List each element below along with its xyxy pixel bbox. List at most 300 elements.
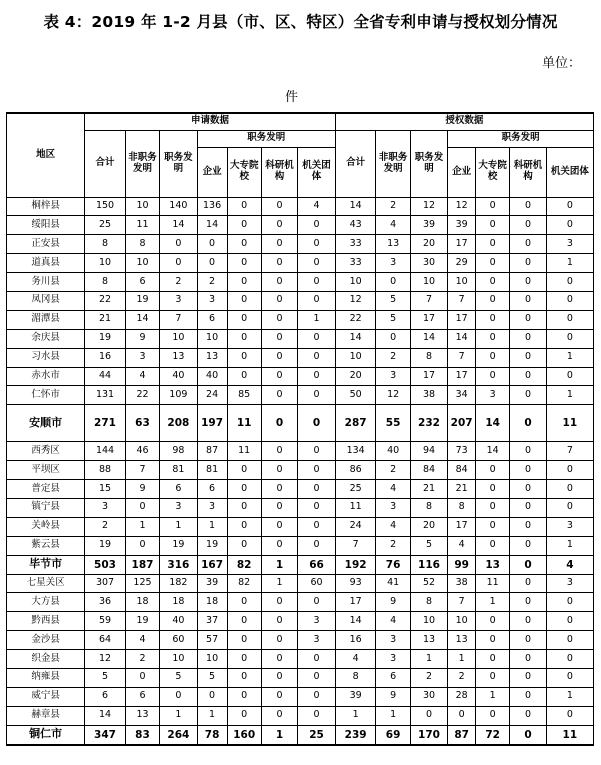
table-cell: 0 xyxy=(227,310,261,329)
table-cell: 7 xyxy=(448,291,476,310)
table-cell: 85 xyxy=(227,386,261,405)
table-cell: 14 xyxy=(448,329,476,348)
table-cell: 0 xyxy=(510,725,546,744)
table-cell: 11 xyxy=(476,574,510,593)
table-cell: 131 xyxy=(85,386,126,405)
table-cell: 0 xyxy=(261,405,297,442)
table-cell: 3 xyxy=(298,612,336,631)
table-cell: 14 xyxy=(197,216,227,235)
table-cell: 0 xyxy=(298,329,336,348)
table-cell: 0 xyxy=(510,555,546,574)
table-cell: 0 xyxy=(298,216,336,235)
region-name: 大方县 xyxy=(7,593,85,612)
table-cell: 0 xyxy=(298,405,336,442)
table-cell: 0 xyxy=(510,216,546,235)
table-cell: 0 xyxy=(546,498,593,517)
table-row xyxy=(7,536,594,555)
table-cell: 10 xyxy=(125,254,159,273)
table-cell: 22 xyxy=(335,310,376,329)
region-name: 威宁县 xyxy=(7,687,85,706)
table-cell: 8 xyxy=(410,498,447,517)
table-cell: 0 xyxy=(510,329,546,348)
app-research-header: 科研机构 xyxy=(261,147,297,197)
table-row xyxy=(7,517,594,536)
statistics-table xyxy=(6,112,594,746)
table-row xyxy=(7,687,594,706)
table-cell: 0 xyxy=(227,329,261,348)
table-cell: 0 xyxy=(298,291,336,310)
table-cell: 14 xyxy=(335,197,376,216)
table-cell: 6 xyxy=(125,687,159,706)
table-cell: 3 xyxy=(546,517,593,536)
table-cell: 24 xyxy=(197,386,227,405)
table-cell: 0 xyxy=(298,273,336,292)
table-cell: 40 xyxy=(197,367,227,386)
table-cell: 1 xyxy=(335,706,376,725)
table-cell: 8 xyxy=(85,235,126,254)
table-cell: 8 xyxy=(410,348,447,367)
table-cell: 14 xyxy=(335,329,376,348)
table-cell: 0 xyxy=(298,348,336,367)
table-cell: 0 xyxy=(197,235,227,254)
table-cell: 25 xyxy=(298,725,336,744)
grant-header: 授权数据 xyxy=(335,113,593,130)
table-cell: 3 xyxy=(376,254,410,273)
table-cell: 0 xyxy=(510,254,546,273)
table-cell: 0 xyxy=(546,197,593,216)
table-cell: 0 xyxy=(510,536,546,555)
table-cell: 17 xyxy=(448,367,476,386)
region-name: 桐梓县 xyxy=(7,197,85,216)
table-cell: 0 xyxy=(546,329,593,348)
table-cell: 0 xyxy=(261,461,297,480)
table-cell: 0 xyxy=(376,329,410,348)
table-cell: 19 xyxy=(197,536,227,555)
app-non-service-header: 非职务发明 xyxy=(125,130,159,197)
table-cell: 0 xyxy=(298,367,336,386)
table-cell: 4 xyxy=(546,555,593,574)
table-cell: 15 xyxy=(85,480,126,499)
table-cell: 1 xyxy=(160,706,197,725)
table-cell: 4 xyxy=(376,612,410,631)
table-cell: 16 xyxy=(85,348,126,367)
table-cell: 2 xyxy=(85,517,126,536)
table-row xyxy=(7,706,594,725)
table-cell: 3 xyxy=(160,498,197,517)
table-cell: 34 xyxy=(448,386,476,405)
table-cell: 66 xyxy=(298,555,336,574)
table-cell: 7 xyxy=(125,461,159,480)
table-cell: 13 xyxy=(160,348,197,367)
table-cell: 4 xyxy=(376,517,410,536)
table-cell: 19 xyxy=(85,536,126,555)
table-cell: 38 xyxy=(410,386,447,405)
table-cell: 2 xyxy=(410,668,447,687)
table-cell: 29 xyxy=(448,254,476,273)
app-service-header: 职务发明 xyxy=(160,130,197,197)
table-cell: 14 xyxy=(476,405,510,442)
table-cell: 40 xyxy=(376,442,410,461)
table-cell: 83 xyxy=(125,725,159,744)
table-cell: 1 xyxy=(546,536,593,555)
table-cell: 10 xyxy=(410,612,447,631)
table-cell: 0 xyxy=(227,593,261,612)
table-cell: 3 xyxy=(376,650,410,669)
table-cell: 5 xyxy=(85,668,126,687)
table-cell: 0 xyxy=(298,461,336,480)
unit-label: 单位： xyxy=(541,56,581,71)
table-cell: 0 xyxy=(476,706,510,725)
table-cell: 18 xyxy=(125,593,159,612)
table-row xyxy=(7,498,594,517)
table-cell: 0 xyxy=(261,235,297,254)
table-cell: 0 xyxy=(546,367,593,386)
table-cell: 1 xyxy=(197,706,227,725)
table-cell: 93 xyxy=(335,574,376,593)
table-cell: 16 xyxy=(335,631,376,650)
region-name: 平坝区 xyxy=(7,461,85,480)
table-cell: 0 xyxy=(510,480,546,499)
table-cell: 0 xyxy=(476,291,510,310)
table-cell: 1 xyxy=(261,725,297,744)
grant-enterprise-header: 企业 xyxy=(448,147,476,197)
table-cell: 150 xyxy=(85,197,126,216)
table-cell: 0 xyxy=(448,706,476,725)
table-cell: 0 xyxy=(261,216,297,235)
table-cell: 0 xyxy=(261,612,297,631)
table-row xyxy=(7,480,594,499)
table-cell: 0 xyxy=(298,480,336,499)
table-cell: 197 xyxy=(197,405,227,442)
table-cell: 0 xyxy=(476,329,510,348)
table-cell: 0 xyxy=(510,386,546,405)
table-row xyxy=(7,442,594,461)
app-service-group-header: 职务发明 xyxy=(197,130,335,147)
table-row xyxy=(7,235,594,254)
table-cell: 0 xyxy=(227,273,261,292)
app-university-header: 大专院校 xyxy=(227,147,261,197)
table-cell: 0 xyxy=(476,612,510,631)
table-cell: 4 xyxy=(335,650,376,669)
table-cell: 0 xyxy=(510,291,546,310)
table-cell: 87 xyxy=(197,442,227,461)
table-cell: 3 xyxy=(85,498,126,517)
table-cell: 0 xyxy=(227,216,261,235)
table-cell: 60 xyxy=(160,631,197,650)
region-name: 铜仁市 xyxy=(7,725,85,744)
table-cell: 24 xyxy=(335,517,376,536)
table-cell: 0 xyxy=(298,386,336,405)
table-cell: 208 xyxy=(160,405,197,442)
table-cell: 73 xyxy=(448,442,476,461)
table-cell: 25 xyxy=(335,480,376,499)
region-name: 紫云县 xyxy=(7,536,85,555)
table-cell: 0 xyxy=(476,650,510,669)
table-cell: 1 xyxy=(160,517,197,536)
table-cell: 0 xyxy=(546,612,593,631)
table-cell: 11 xyxy=(546,725,593,744)
table-cell: 12 xyxy=(85,650,126,669)
table-cell: 0 xyxy=(261,480,297,499)
table-cell: 0 xyxy=(261,329,297,348)
table-cell: 12 xyxy=(410,197,447,216)
table-cell: 28 xyxy=(448,687,476,706)
table-cell: 0 xyxy=(160,254,197,273)
region-name: 纳雍县 xyxy=(7,668,85,687)
table-cell: 84 xyxy=(448,461,476,480)
table-cell: 21 xyxy=(410,480,447,499)
table-cell: 0 xyxy=(298,706,336,725)
table-cell: 57 xyxy=(197,631,227,650)
table-cell: 10 xyxy=(160,650,197,669)
table-cell: 0 xyxy=(510,650,546,669)
table-cell: 39 xyxy=(197,574,227,593)
region-name: 关岭县 xyxy=(7,517,85,536)
table-row xyxy=(7,650,594,669)
table-cell: 109 xyxy=(160,386,197,405)
table-cell: 78 xyxy=(197,725,227,744)
table-cell: 9 xyxy=(125,480,159,499)
table-cell: 9 xyxy=(376,687,410,706)
table-cell: 0 xyxy=(261,442,297,461)
table-row xyxy=(7,405,594,442)
region-name: 赤水市 xyxy=(7,367,85,386)
table-cell: 33 xyxy=(335,235,376,254)
table-cell: 0 xyxy=(510,687,546,706)
table-cell: 14 xyxy=(125,310,159,329)
table-cell: 2 xyxy=(376,197,410,216)
table-cell: 8 xyxy=(85,273,126,292)
table-cell: 271 xyxy=(85,405,126,442)
table-cell: 0 xyxy=(197,254,227,273)
table-cell: 13 xyxy=(476,555,510,574)
table-row xyxy=(7,291,594,310)
grant-service-group-header: 职务发明 xyxy=(448,130,594,147)
table-cell: 1 xyxy=(546,386,593,405)
table-cell: 0 xyxy=(476,480,510,499)
region-name: 湄潭县 xyxy=(7,310,85,329)
table-cell: 1 xyxy=(476,687,510,706)
table-cell: 307 xyxy=(85,574,126,593)
table-cell: 0 xyxy=(546,668,593,687)
table-cell: 17 xyxy=(448,517,476,536)
table-cell: 0 xyxy=(476,498,510,517)
table-cell: 12 xyxy=(448,197,476,216)
table-cell: 2 xyxy=(376,461,410,480)
table-cell: 0 xyxy=(510,235,546,254)
table-cell: 98 xyxy=(160,442,197,461)
table-cell: 1 xyxy=(546,687,593,706)
table-cell: 39 xyxy=(335,687,376,706)
table-cell: 0 xyxy=(227,706,261,725)
table-cell: 5 xyxy=(376,310,410,329)
table-cell: 13 xyxy=(448,631,476,650)
table-cell: 0 xyxy=(160,235,197,254)
table-cell: 76 xyxy=(376,555,410,574)
table-cell: 94 xyxy=(410,442,447,461)
table-row xyxy=(7,329,594,348)
table-cell: 19 xyxy=(125,291,159,310)
table-cell: 5 xyxy=(376,291,410,310)
table-cell: 170 xyxy=(410,725,447,744)
table-cell: 0 xyxy=(261,593,297,612)
table-cell: 21 xyxy=(85,310,126,329)
table-cell: 6 xyxy=(85,687,126,706)
table-cell: 6 xyxy=(376,668,410,687)
table-cell: 43 xyxy=(335,216,376,235)
table-cell: 134 xyxy=(335,442,376,461)
table-cell: 37 xyxy=(197,612,227,631)
table-cell: 0 xyxy=(476,216,510,235)
table-cell: 0 xyxy=(510,706,546,725)
table-cell: 6 xyxy=(197,310,227,329)
table-cell: 63 xyxy=(125,405,159,442)
table-cell: 22 xyxy=(125,386,159,405)
table-cell: 82 xyxy=(227,574,261,593)
table-cell: 5 xyxy=(160,668,197,687)
table-row xyxy=(7,386,594,405)
table-cell: 239 xyxy=(335,725,376,744)
table-cell: 87 xyxy=(448,725,476,744)
table-cell: 0 xyxy=(298,517,336,536)
table-cell: 4 xyxy=(298,197,336,216)
table-row xyxy=(7,668,594,687)
table-cell: 14 xyxy=(476,442,510,461)
table-cell: 316 xyxy=(160,555,197,574)
region-header: 地区 xyxy=(7,113,85,197)
table-cell: 0 xyxy=(298,254,336,273)
region-name: 西秀区 xyxy=(7,442,85,461)
table-cell: 0 xyxy=(510,498,546,517)
table-cell: 22 xyxy=(85,291,126,310)
table-cell: 10 xyxy=(335,273,376,292)
table-cell: 14 xyxy=(335,612,376,631)
table-cell: 14 xyxy=(410,329,447,348)
table-cell: 39 xyxy=(448,216,476,235)
table-cell: 0 xyxy=(261,687,297,706)
table-cell: 0 xyxy=(227,367,261,386)
table-cell: 4 xyxy=(125,367,159,386)
table-cell: 1 xyxy=(197,517,227,536)
table-cell: 40 xyxy=(160,367,197,386)
table-cell: 0 xyxy=(476,310,510,329)
table-cell: 0 xyxy=(261,254,297,273)
table-cell: 0 xyxy=(510,574,546,593)
table-cell: 0 xyxy=(261,498,297,517)
table-cell: 59 xyxy=(85,612,126,631)
table-cell: 64 xyxy=(85,631,126,650)
table-cell: 0 xyxy=(261,386,297,405)
table-cell: 84 xyxy=(410,461,447,480)
table-cell: 0 xyxy=(261,536,297,555)
table-row xyxy=(7,574,594,593)
table-cell: 20 xyxy=(335,367,376,386)
table-cell: 3 xyxy=(125,348,159,367)
table-row xyxy=(7,593,594,612)
table-cell: 0 xyxy=(510,273,546,292)
region-name: 绥阳县 xyxy=(7,216,85,235)
region-name: 道真县 xyxy=(7,254,85,273)
table-cell: 4 xyxy=(448,536,476,555)
table-cell: 0 xyxy=(546,310,593,329)
table-cell: 0 xyxy=(261,310,297,329)
table-row xyxy=(7,461,594,480)
table-cell: 7 xyxy=(448,593,476,612)
table-cell: 6 xyxy=(125,273,159,292)
table-cell: 30 xyxy=(410,687,447,706)
table-cell: 13 xyxy=(125,706,159,725)
table-cell: 0 xyxy=(298,442,336,461)
table-cell: 0 xyxy=(546,461,593,480)
table-cell: 1 xyxy=(476,593,510,612)
table-cell: 38 xyxy=(448,574,476,593)
table-cell: 3 xyxy=(476,386,510,405)
table-cell: 2 xyxy=(376,348,410,367)
table-cell: 0 xyxy=(298,687,336,706)
table-row xyxy=(7,216,594,235)
table-cell: 0 xyxy=(227,254,261,273)
table-row xyxy=(7,725,594,744)
table-cell: 1 xyxy=(125,517,159,536)
region-name: 赫章县 xyxy=(7,706,85,725)
page-title: 表 4：2019 年 1-2 月县（市、区、特区）全省专利申请与授权划分情况 xyxy=(43,13,558,31)
table-cell: 0 xyxy=(510,593,546,612)
table-cell: 3 xyxy=(376,498,410,517)
table-cell: 0 xyxy=(298,498,336,517)
table-cell: 0 xyxy=(261,631,297,650)
table-cell: 0 xyxy=(510,405,546,442)
table-cell: 0 xyxy=(546,706,593,725)
table-cell: 19 xyxy=(85,329,126,348)
table-cell: 69 xyxy=(376,725,410,744)
table-cell: 11 xyxy=(227,405,261,442)
table-row xyxy=(7,631,594,650)
application-header: 申请数据 xyxy=(85,113,336,130)
table-cell: 52 xyxy=(410,574,447,593)
table-cell: 144 xyxy=(85,442,126,461)
grant-total-header: 合计 xyxy=(335,130,376,197)
table-cell: 8 xyxy=(410,593,447,612)
table-cell: 81 xyxy=(160,461,197,480)
table-cell: 1 xyxy=(546,348,593,367)
table-cell: 7 xyxy=(335,536,376,555)
table-cell: 0 xyxy=(227,461,261,480)
table-cell: 116 xyxy=(410,555,447,574)
table-cell: 18 xyxy=(197,593,227,612)
table-cell: 0 xyxy=(510,517,546,536)
table-cell: 7 xyxy=(546,442,593,461)
table-cell: 10 xyxy=(197,329,227,348)
region-name: 余庆县 xyxy=(7,329,85,348)
table-cell: 60 xyxy=(298,574,336,593)
table-cell: 0 xyxy=(197,687,227,706)
table-cell: 17 xyxy=(448,310,476,329)
table-cell: 19 xyxy=(125,612,159,631)
table-cell: 0 xyxy=(510,612,546,631)
table-cell: 0 xyxy=(227,687,261,706)
table-cell: 3 xyxy=(298,631,336,650)
table-cell: 0 xyxy=(261,517,297,536)
table-cell: 0 xyxy=(227,517,261,536)
grant-service-header: 职务发明 xyxy=(410,130,447,197)
table-cell: 0 xyxy=(298,650,336,669)
table-cell: 3 xyxy=(546,235,593,254)
table-cell: 0 xyxy=(227,650,261,669)
table-cell: 0 xyxy=(227,498,261,517)
table-cell: 12 xyxy=(335,291,376,310)
table-cell: 0 xyxy=(376,273,410,292)
table-cell: 41 xyxy=(376,574,410,593)
